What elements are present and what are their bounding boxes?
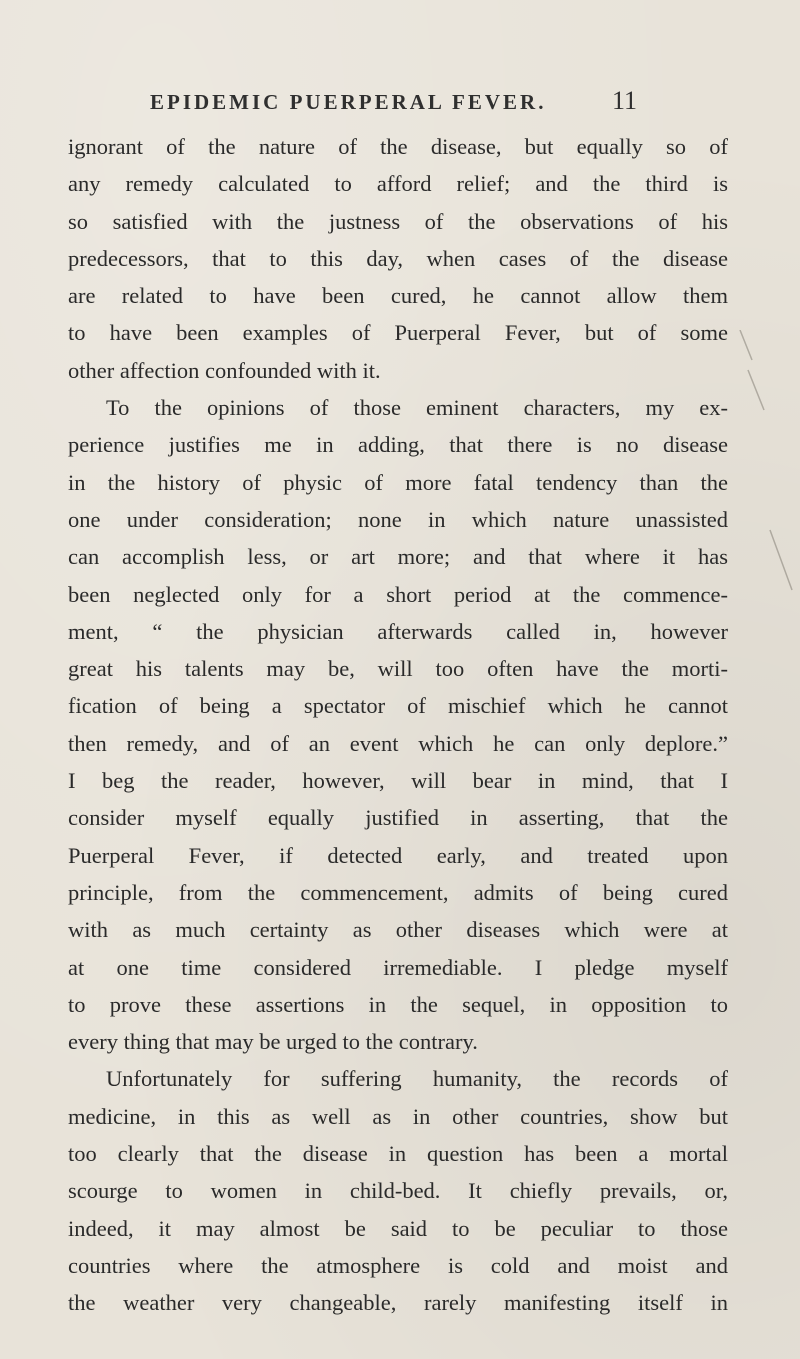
text-line: been neglected only for a short period at the commence- bbox=[68, 581, 728, 607]
text-line: at one time considered irremediable. I pledge myself bbox=[68, 954, 728, 980]
margin-pencil-marks bbox=[730, 330, 800, 670]
text-line: I beg the reader, however, will bear in mind, that I bbox=[68, 768, 728, 794]
text-line: in the history of physic of more fatal tendency than the bbox=[68, 469, 728, 495]
text-line: every thing that may be urged to the contrary. bbox=[68, 1029, 478, 1055]
text-line: can accomplish less, or art more; and that where it has bbox=[68, 544, 728, 570]
text-line: consider myself equally justified in asserting, that the bbox=[68, 805, 728, 831]
text-line: the weather very changeable, rarely manifesting itself in bbox=[68, 1290, 728, 1316]
text-line: great his talents may be, will too often have the morti- bbox=[68, 656, 728, 682]
text-line: predecessors, that to this day, when cases of the disease bbox=[68, 245, 728, 271]
text-line: then remedy, and of an event which he can only deplore.” bbox=[68, 730, 728, 756]
text-line: any remedy calculated to afford relief; and the third is bbox=[68, 171, 728, 197]
running-title: EPIDEMIC PUERPERAL FEVER. bbox=[150, 90, 547, 114]
text-line: To the opinions of those eminent characters, my ex- bbox=[106, 395, 728, 421]
text-line: ignorant of the nature of the disease, but equally so of bbox=[68, 134, 728, 159]
text-line: to have been examples of Puerperal Fever, but of some bbox=[68, 320, 728, 346]
body-text bbox=[68, 128, 728, 1322]
text-line: are related to have been cured, he cannot allow them bbox=[68, 283, 728, 309]
text-line: medicine, in this as well as in other countries, show but bbox=[68, 1103, 728, 1129]
text-line: scourge to women in child-bed. It chiefly prevails, or, bbox=[68, 1178, 728, 1204]
text-line: to prove these assertions in the sequel, in opposition to bbox=[68, 991, 728, 1017]
text-line: other affection confounded with it. bbox=[68, 357, 381, 383]
text-line: principle, from the commencement, admits of being cured bbox=[68, 879, 728, 905]
text-line: perience justifies me in adding, that there is no disease bbox=[68, 432, 728, 458]
page-number: 11 bbox=[612, 86, 638, 115]
text-line: too clearly that the disease in question has been a mortal bbox=[68, 1141, 728, 1167]
text-line: with as much certainty as other diseases which were at bbox=[68, 917, 728, 943]
text-line: one under consideration; none in which nature unassisted bbox=[68, 506, 728, 532]
text-line: fication of being a spectator of mischief which he cannot bbox=[68, 693, 728, 719]
running-head bbox=[150, 86, 650, 120]
text-line: ment, “ the physician afterwards called in, however bbox=[68, 618, 728, 644]
text-line: Unfortunately for suffering humanity, the records of bbox=[106, 1066, 728, 1092]
text-line: countries where the atmosphere is cold and moist and bbox=[68, 1252, 728, 1278]
text-line: so satisfied with the justness of the observations of his bbox=[68, 208, 728, 234]
text-line: indeed, it may almost be said to be peculiar to those bbox=[68, 1215, 728, 1241]
pencil-stroke-icon bbox=[730, 330, 800, 670]
text-line: Puerperal Fever, if detected early, and treated upon bbox=[68, 842, 728, 868]
